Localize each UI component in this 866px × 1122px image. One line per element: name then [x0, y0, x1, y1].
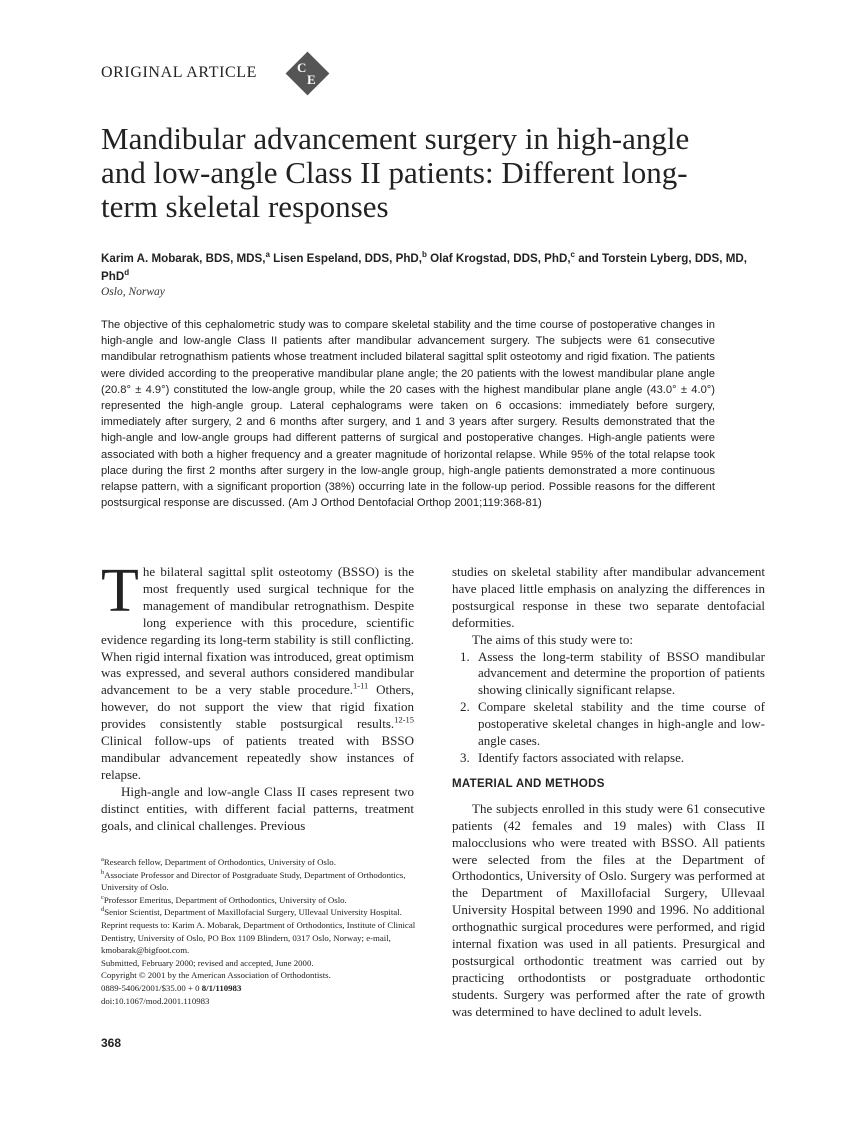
footnote-mark: c	[101, 893, 104, 901]
list-item-text: Compare skeletal stability and the time course of postoperative skeletal changes in high-angle and low-angle cases.	[478, 699, 765, 749]
footnote-text: Senior Scientist, Department of Maxillofacial Surgery, Ullevaal University Hospital.	[104, 907, 402, 918]
footnote-text: Associate Professor and Director of Postgraduate Study, Department of Orthodontics, University of Oslo.	[101, 869, 406, 893]
author-3-mark: c	[570, 250, 575, 260]
abstract: The objective of this cephalometric study was to compare skeletal stability and the time course of postoperative changes in high-angle and low-angle Class II patients after mandibular advancement surgery. The subjects were 61 consecutive mandibular retrognathism patients whose treatment included bilateral sagittal split osteotomy and rigid fixation. The patients were divided according to the preoperative mandibular plane angle; the 20 patients with the lowest mandibular plane angle (20.8° ± 4.9°) constituted the low-angle group, while the 20 cases with the highest mandibular plane angle (43.0° ± 4.0°) represented the high-angle group. Lateral cephalograms were taken on 6 occasions: immediately before surgery, immediately after surgery, 2 and 6 months after surgery, and 1 and 3 years after surgery. Results demonstrated that the high-angle and low-angle groups had different patterns of surgical and postoperative changes. High-angle patients were associated with both a higher frequency and a greater magnitude of horizontal relapse. While 95% of the total relapse took place during the first 2 months after surgery in the low-angle group, high-angle patients demonstrated a more continuous relapse pattern, with a significant proportion (38%) occurring late in the follow-up period. Possible reasons for the different postsurgical response are discussed. (Am J Orthod Dentofacial Orthop 2001;119:368-81)	[101, 319, 715, 510]
footnote-mark: a	[101, 856, 104, 864]
citation-ref: 12-15	[394, 714, 414, 725]
author-4: and Torstein Lyberg, DDS, MD, PhD	[101, 252, 747, 283]
methods-paragraph: The subjects enrolled in this study were 61 consecutive patients (42 females and 19 males) with Class II malocclusions who were treated with BSSO. All patients were selected from the files at the Department of Orthodontics, University of Oslo. Surgery was performed at the Department of Maxillofacial Surgery, Ullevaal University Hospital between 1990 and 1996. No additional orthognathic surgical procedures were performed, and rigid internal fixation was used in all patients. Presurgical and postsurgical orthodontic treatment was carried out by practicing orthodontists or postgraduate orthodontic students. Surgery was performed after the rate of growth was determined to have declined to adult levels.	[452, 800, 765, 1019]
list-item	[452, 649, 765, 700]
citation-ref: 1-11	[353, 681, 369, 692]
author-2-mark: b	[422, 250, 427, 260]
body-column-right	[452, 564, 765, 1021]
footnote-d	[101, 906, 417, 919]
author-location: Oslo, Norway	[101, 286, 165, 298]
intro-paragraph-continued: studies on skeletal stability after mandibular advancement have placed little emphasis on analyzing the differences in postsurgical response in these two separate dentofacial deformities.	[452, 564, 765, 630]
list-item-number: 2.	[460, 699, 470, 715]
author-3: Olaf Krogstad, DDS, PhD,	[426, 252, 571, 265]
issn-line	[101, 982, 417, 995]
author-2: Lisen Espeland, DDS, PhD,	[269, 252, 422, 265]
author-1-mark: a	[265, 250, 270, 260]
list-item-text: Identify factors associated with relapse.	[478, 749, 685, 765]
reprint-requests: Reprint requests to: Karim A. Mobarak, Department of Orthodontics, Institute of Clinical Dentistry, University of Oslo, PO Box 1109 Blindern, 0317 Oslo, Norway; e-mail, kmobarak@bigfoot.com.	[101, 919, 416, 956]
intro-paragraph-2: High-angle and low-angle Class II cases represent two distinct entities, with different facial patterns, treatment goals, and clinical challenges. Previous	[101, 783, 414, 833]
footnote-a	[101, 856, 417, 869]
author-list	[101, 250, 751, 286]
article-title: Mandibular advancement surgery in high-angle and low-angle Class II patients: Different long-term skeletal responses	[101, 121, 690, 224]
footnote-mark: b	[101, 868, 105, 876]
list-item	[452, 699, 765, 750]
author-1: Karim A. Mobarak, BDS, MDS,	[101, 252, 266, 265]
intro-paragraph-1	[101, 557, 414, 784]
copyright: Copyright © 2001 by the American Association of Orthodontists.	[101, 970, 331, 981]
footnote-c	[101, 894, 417, 907]
doi: doi:10.1067/mod.2001.110983	[101, 995, 210, 1006]
footnote-b	[101, 869, 417, 894]
drop-cap: T	[101, 557, 139, 625]
issn-text: 0889-5406/2001/$35.00 + 0	[101, 982, 202, 993]
section-heading: MATERIAL AND METHODS	[452, 777, 605, 790]
submission-dates: Submitted, February 2000; revised and accepted, June 2000.	[101, 957, 314, 968]
page-number: 368	[101, 1036, 122, 1050]
author-4-mark: d	[124, 268, 130, 278]
intro-text-c: Clinical follow-ups of patients treated with BSSO mandibular advancement repeatedly show instances of relapse.	[101, 733, 414, 782]
badge-letter-c: C	[297, 60, 307, 75]
list-item-number: 3.	[460, 749, 470, 765]
intro-text-b: Others, however, do not support the view that rigid fixation provides consistently stable postsurgical results.	[101, 682, 414, 732]
aims-list	[452, 649, 765, 767]
section-label: ORIGINAL ARTICLE	[101, 64, 258, 81]
list-item-number: 1.	[460, 648, 470, 664]
aims-intro: The aims of this study were to:	[472, 631, 634, 647]
badge-letter-e: E	[307, 72, 316, 87]
footnotes	[101, 856, 417, 1007]
footnote-text: Professor Emeritus, Department of Orthodontics, University of Oslo.	[103, 894, 347, 905]
body-column-left	[101, 557, 414, 835]
list-item-text: Assess the long-term stability of BSSO mandibular advancement and determine the proportion of patients showing clinically significant relapse.	[478, 648, 765, 698]
footnote-text: Research fellow, Department of Orthodontics, University of Oslo.	[103, 857, 336, 867]
intro-text-a: he bilateral sagittal split osteotomy (BSSO) is the most frequently used surgical technique for the management of mandibular retrognathism. Despite long experience with this procedure, scientific evidence regarding its long-term stability is still conflicting. When rigid internal fixation was introduced, great optimism was expressed, and several authors considered mandibular advancement to be a very stable procedure.	[101, 564, 414, 698]
article-code: 8/1/110983	[201, 982, 242, 993]
continuing-education-badge	[286, 52, 330, 96]
list-item	[452, 750, 765, 767]
footnote-mark: d	[101, 906, 105, 914]
